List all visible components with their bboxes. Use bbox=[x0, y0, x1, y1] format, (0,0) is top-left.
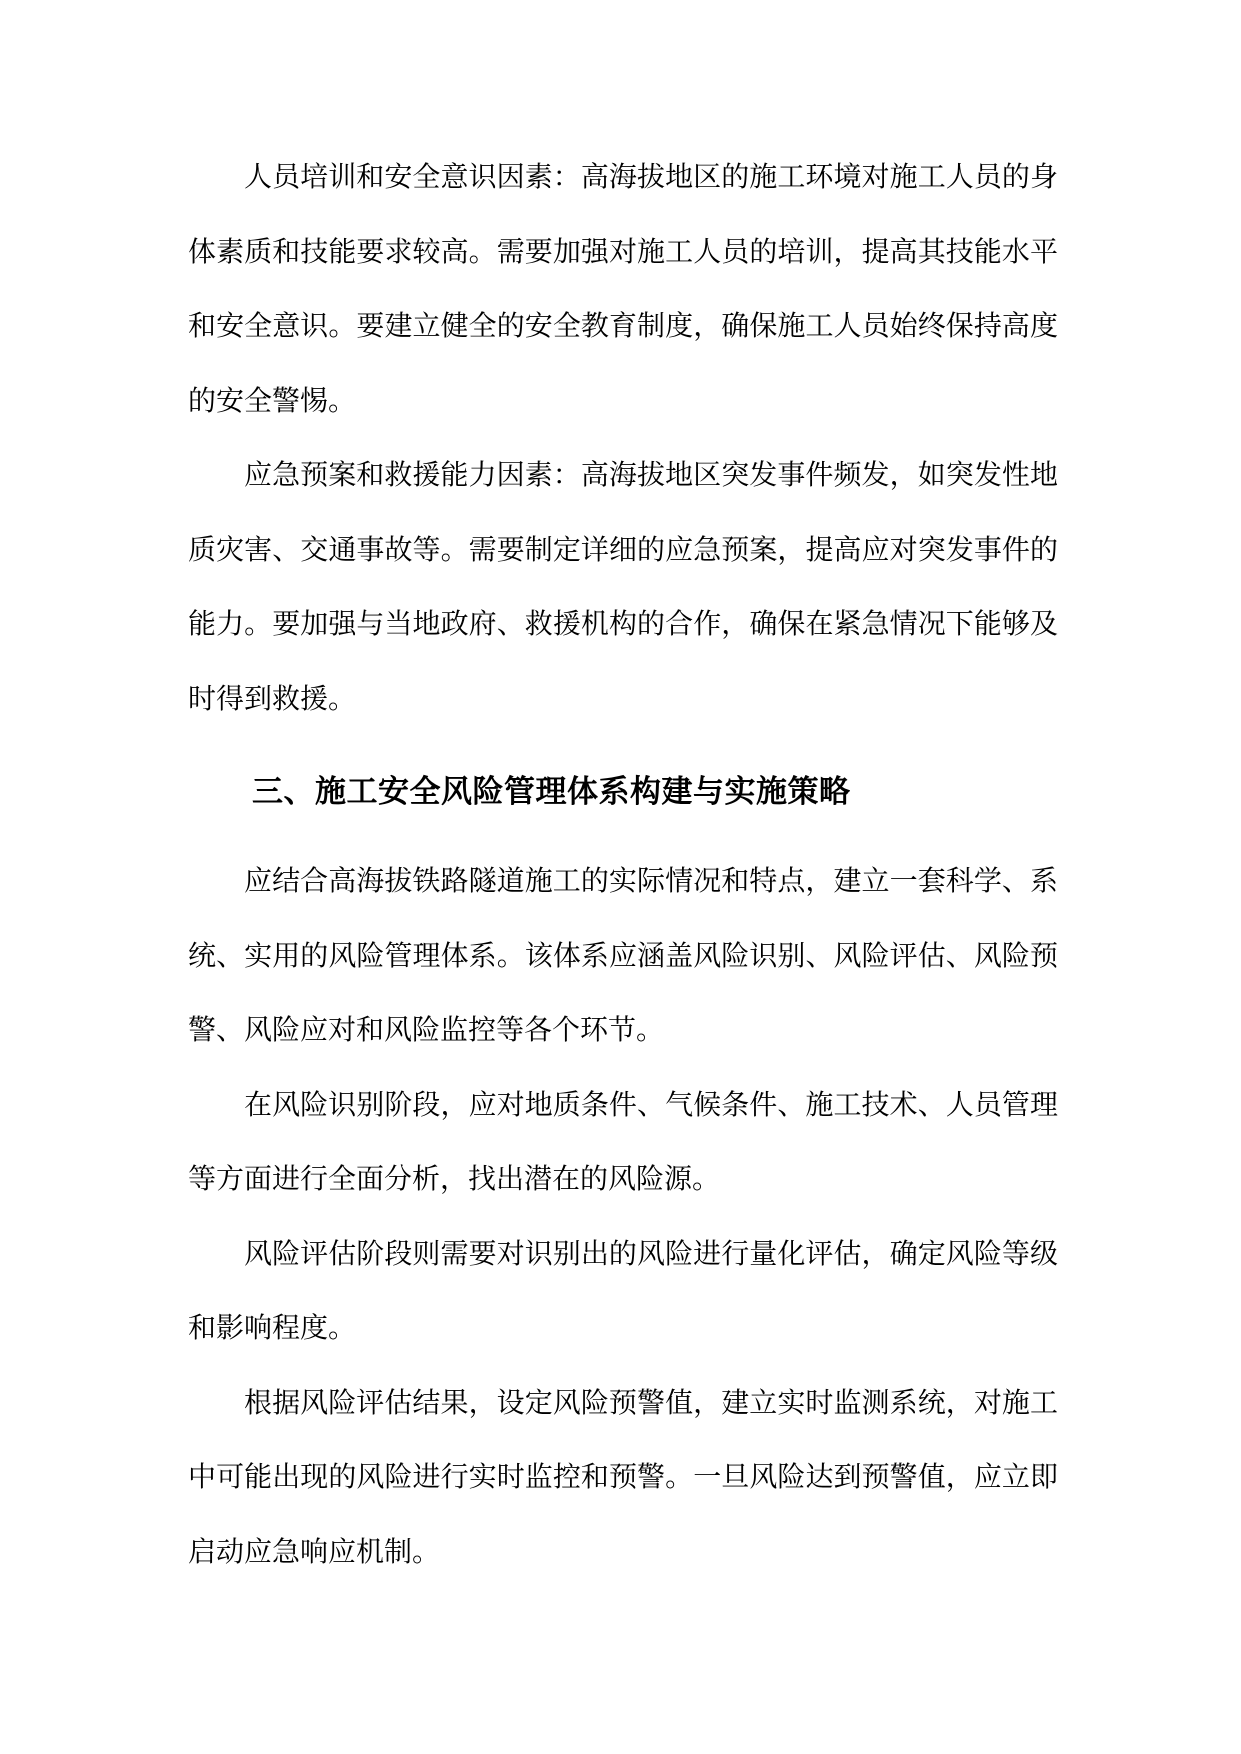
paragraph-risk-assessment: 风险评估阶段则需要对识别出的风险进行量化评估，确定风险等级和影响程度。 bbox=[188, 1236, 1058, 1344]
paragraph-personnel-training: 人员培训和安全意识因素：高海拔地区的施工环境对施工人员的身体素质和技能要求较高。需要加强对施工人员的培训，提高其技能水平和安全意识。要建立健全的安全教育制度，确保施工人员始终保持高度的安全警惕。 bbox=[188, 160, 1058, 417]
paragraph-risk-system: 应结合高海拔铁路隧道施工的实际情况和特点，建立一套科学、系统、实用的风险管理体系。该体系应涵盖风险识别、风险评估、风险预警、风险应对和风险监控等各个环节。 bbox=[188, 864, 1058, 1046]
section-heading: 三、施工安全风险管理体系构建与实施策略 bbox=[252, 774, 851, 810]
paragraph-risk-identification: 在风险识别阶段，应对地质条件、气候条件、施工技术、人员管理等方面进行全面分析，找出潜在的风险源。 bbox=[188, 1087, 1058, 1195]
paragraph-emergency-plan: 应急预案和救援能力因素：高海拔地区突发事件频发，如突发性地质灾害、交通事故等。需要制定详细的应急预案，提高应对突发事件的能力。要加强与当地政府、救援机构的合作，确保在紧急情况下能够及时得到救援。 bbox=[188, 458, 1058, 715]
document-body bbox=[188, 140, 1058, 1589]
paragraph-risk-warning: 根据风险评估结果，设定风险预警值，建立实时监测系统，对施工中可能出现的风险进行实时监控和预警。一旦风险达到预警值，应立即启动应急响应机制。 bbox=[188, 1385, 1058, 1568]
